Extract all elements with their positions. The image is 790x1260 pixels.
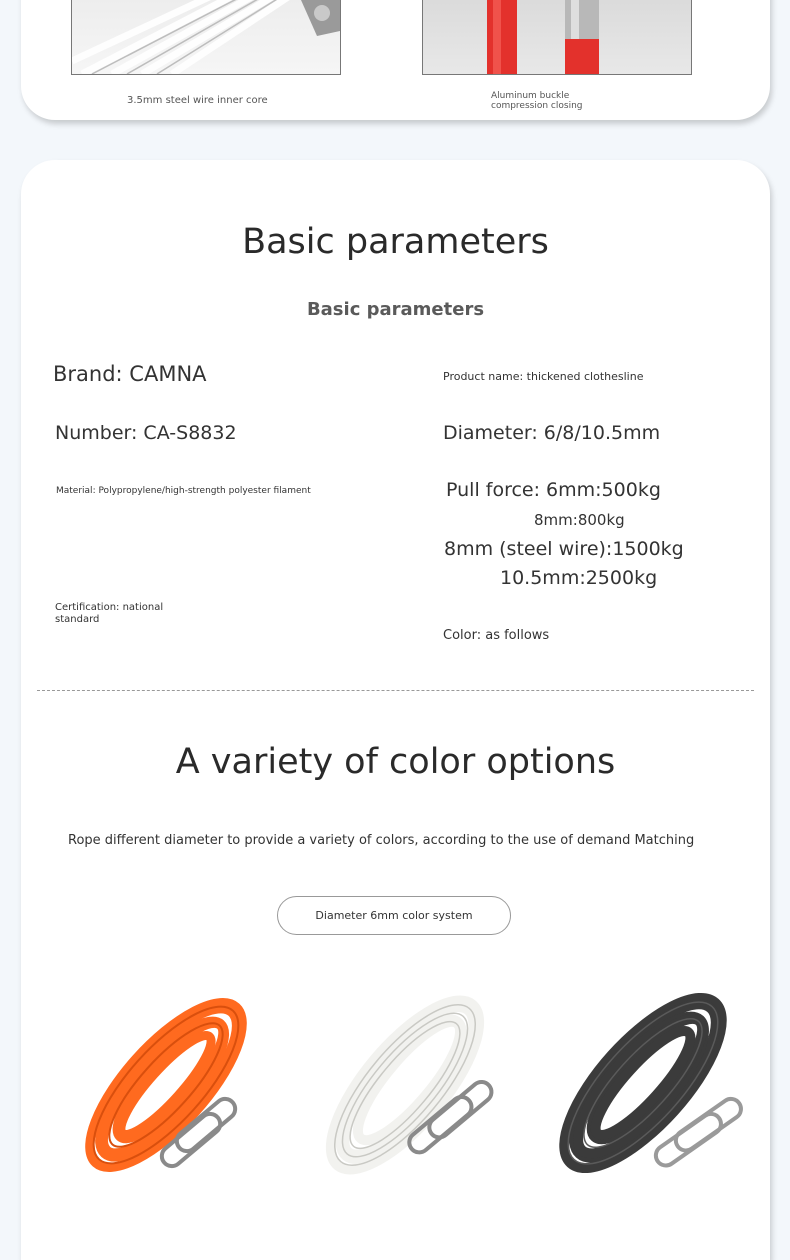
diameter-6mm-tab[interactable]: Diameter 6mm color system	[277, 896, 511, 935]
pull-force-line1: Pull force: 6mm:500kg	[446, 479, 661, 501]
black-rope-image	[531, 965, 761, 1205]
parameters-title: Basic parameters	[242, 222, 549, 262]
wire-caption: 3.5mm steel wire inner core	[127, 95, 268, 106]
diameter-text: Diameter: 6/8/10.5mm	[443, 422, 661, 444]
section-divider	[37, 690, 754, 691]
material-text: Material: Polypropylene/high-strength polyester filament	[56, 486, 311, 496]
color-options-title: A variety of color options	[175, 742, 616, 782]
buckle-caption-line1: Aluminum buckle	[491, 91, 570, 101]
white-rope-image	[293, 965, 523, 1205]
brand-text: Brand: CAMNA	[53, 362, 207, 386]
pull-force-line3: 8mm (steel wire):1500kg	[444, 538, 684, 560]
aluminum-buckle-photo	[422, 0, 692, 75]
product-name-text: Product name: thickened clothesline	[443, 370, 644, 383]
color-options-description: Rope different diameter to provide a variety of colors, according to the use of demand Matching	[68, 833, 695, 848]
steel-wire-core-photo	[71, 0, 341, 75]
color-text: Color: as follows	[443, 628, 550, 643]
parameters-card	[21, 160, 770, 1260]
number-text: Number: CA-S8832	[55, 422, 237, 444]
certification-line2: standard	[55, 614, 100, 625]
pull-force-line2: 8mm:800kg	[534, 511, 625, 529]
pull-force-line4: 10.5mm:2500kg	[500, 567, 658, 589]
parameters-subtitle: Basic parameters	[306, 299, 485, 320]
certification-line1: Certification: national	[55, 602, 164, 613]
buckle-caption-line2: compression closing	[491, 101, 583, 111]
detail-card	[21, 0, 770, 120]
orange-rope-image	[56, 965, 286, 1205]
